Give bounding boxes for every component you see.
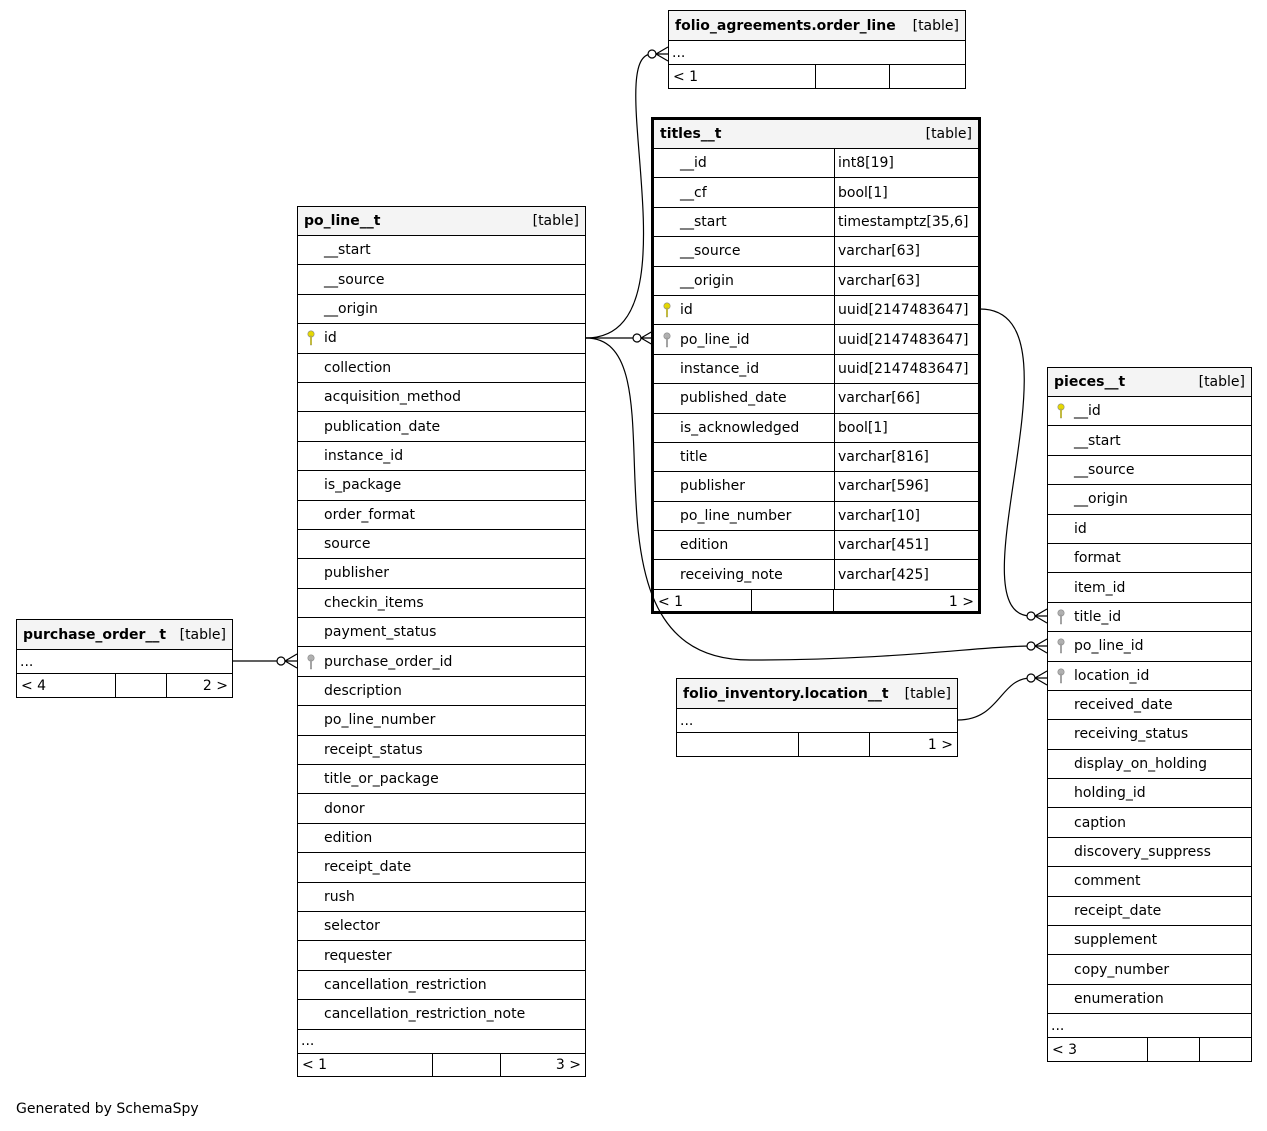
column-name: __cf: [680, 184, 707, 201]
crow-circle: [633, 334, 641, 342]
column-name: description: [324, 683, 402, 700]
column-name: __origin: [324, 300, 378, 317]
column-name: location_id: [1074, 667, 1150, 684]
footer-children[interactable]: 3 >: [555, 1057, 581, 1074]
column-name: title_id: [1074, 608, 1122, 625]
table-type: [table]: [1198, 374, 1245, 390]
column-name: receipt_date: [1074, 902, 1162, 919]
column-name: __start: [680, 213, 727, 230]
crow-circle: [648, 50, 656, 58]
crow-circle: [1027, 642, 1035, 650]
column-name: supplement: [1074, 932, 1158, 949]
link-location-to-pieces: [958, 678, 1031, 720]
footer-children[interactable]: 2 >: [202, 677, 228, 694]
column-name: collection: [324, 359, 392, 376]
column-name: is_package: [324, 477, 402, 494]
footer-parents[interactable]: < 3: [1048, 1038, 1148, 1061]
column-name: acquisition_method: [324, 389, 461, 406]
column-name: id: [324, 330, 337, 347]
column-name: publisher: [680, 478, 745, 495]
column-name: rush: [324, 888, 355, 905]
column-name: __source: [1074, 461, 1135, 478]
column-name: copy_number: [1074, 961, 1170, 978]
column-name: donor: [324, 800, 365, 817]
column-name: __start: [324, 242, 371, 259]
generated-by-label: Generated by SchemaSpy: [16, 1101, 199, 1117]
column-name: display_on_holding: [1074, 755, 1208, 772]
ellipsis-row: ...: [677, 709, 957, 733]
crow-circle: [277, 657, 285, 665]
column-type: bool[1]: [834, 178, 978, 206]
crow-foot: [1035, 639, 1047, 653]
footer-parents[interactable]: < 1: [298, 1054, 433, 1077]
crow-foot: [656, 47, 668, 61]
column-name: checkin_items: [324, 594, 424, 611]
ellipsis-row: ...: [1048, 1014, 1251, 1038]
column-name: comment: [1074, 873, 1141, 890]
column-name: edition: [324, 830, 373, 846]
column-name: source: [324, 536, 371, 553]
crow-foot: [285, 654, 297, 668]
footer-parents[interactable]: < 4: [17, 674, 116, 697]
crow-foot: [1035, 671, 1047, 685]
footer-parents[interactable]: < 1: [669, 65, 816, 88]
column-name: __origin: [1074, 491, 1128, 508]
column-name: title: [680, 449, 708, 466]
column-name: cancellation_restriction: [324, 976, 487, 993]
column-name: holding_id: [1074, 785, 1146, 802]
column-name: publication_date: [324, 418, 441, 435]
column-type: varchar[63]: [834, 267, 978, 295]
column-name: is_acknowledged: [680, 419, 800, 436]
column-type: varchar[66]: [834, 384, 978, 412]
column-name: edition: [680, 537, 729, 554]
table-name: folio_agreements.order_line: [675, 17, 896, 34]
column-name: id: [680, 302, 693, 319]
table-type: [table]: [532, 213, 579, 229]
column-type: timestamptz[35,6]: [834, 208, 978, 236]
column-name: po_line_id: [1074, 638, 1144, 655]
column-name: id: [1074, 520, 1087, 537]
table-name: titles__t: [660, 126, 722, 142]
column-name: __origin: [680, 272, 734, 289]
crow-circle: [1027, 674, 1035, 682]
link-po-line-to-pieces: [586, 338, 1031, 660]
column-name: instance_id: [324, 447, 404, 464]
column-name: requester: [324, 947, 392, 964]
column-name: caption: [1074, 814, 1126, 831]
column-name: published_date: [680, 390, 787, 407]
footer-parents[interactable]: < 1: [654, 590, 752, 614]
column-type: varchar[425]: [834, 560, 978, 588]
column-name: instance_id: [680, 360, 760, 377]
link-po-line-to-order-line: [586, 54, 652, 338]
column-name: po_line_number: [324, 712, 436, 729]
column-name: item_id: [1074, 579, 1126, 596]
column-name: receiving_note: [680, 566, 783, 583]
crow-foot: [641, 331, 653, 345]
column-name: discovery_suppress: [1074, 844, 1211, 861]
link-titles-to-pieces: [980, 309, 1031, 616]
footer-children[interactable]: 1 >: [927, 736, 953, 753]
column-name: __start: [1074, 432, 1121, 449]
column-name: order_format: [324, 506, 416, 523]
column-name: format: [1074, 550, 1121, 567]
column-name: payment_status: [324, 624, 437, 641]
ellipsis-row: ...: [298, 1030, 585, 1054]
table-type: [table]: [925, 126, 972, 142]
column-name: __source: [680, 243, 741, 260]
table-name: po_line__t: [304, 213, 381, 229]
crow-circle: [1027, 612, 1035, 620]
column-type: varchar[10]: [834, 502, 978, 530]
column-name: selector: [324, 918, 380, 935]
footer-children[interactable]: 1 >: [948, 593, 974, 610]
column-name: title_or_package: [324, 771, 439, 788]
table-name: purchase_order__t: [23, 626, 167, 643]
column-name: po_line_id: [680, 331, 750, 348]
column-type: int8[19]: [834, 149, 978, 177]
ellipsis-row: ...: [17, 650, 232, 674]
column-name: __id: [680, 155, 707, 172]
column-type: varchar[816]: [834, 443, 978, 471]
column-type: uuid[2147483647]: [834, 355, 978, 383]
column-type: varchar[63]: [834, 237, 978, 265]
column-name: receipt_date: [324, 859, 412, 876]
table-type: [table]: [904, 685, 951, 702]
column-name: receipt_status: [324, 741, 423, 758]
column-name: receiving_status: [1074, 726, 1189, 743]
crow-foot: [1035, 609, 1047, 623]
column-type: uuid[2147483647]: [834, 296, 978, 324]
column-name: po_line_number: [680, 507, 792, 524]
table-name: pieces__t: [1054, 374, 1126, 390]
column-name: purchase_order_id: [324, 653, 453, 670]
column-name: __source: [324, 271, 385, 288]
column-name: received_date: [1074, 697, 1173, 714]
column-type: varchar[596]: [834, 472, 978, 500]
column-name: __id: [1074, 403, 1101, 420]
column-type: uuid[2147483647]: [834, 325, 978, 353]
ellipsis-row: ...: [669, 41, 965, 65]
table-name: folio_inventory.location__t: [683, 685, 889, 702]
column-type: varchar[451]: [834, 531, 978, 559]
column-name: publisher: [324, 565, 389, 582]
table-type: [table]: [179, 626, 226, 643]
column-name: enumeration: [1074, 991, 1164, 1007]
table-type: [table]: [912, 17, 959, 34]
column-type: bool[1]: [834, 414, 978, 442]
column-name: cancellation_restriction_note: [324, 1006, 526, 1023]
